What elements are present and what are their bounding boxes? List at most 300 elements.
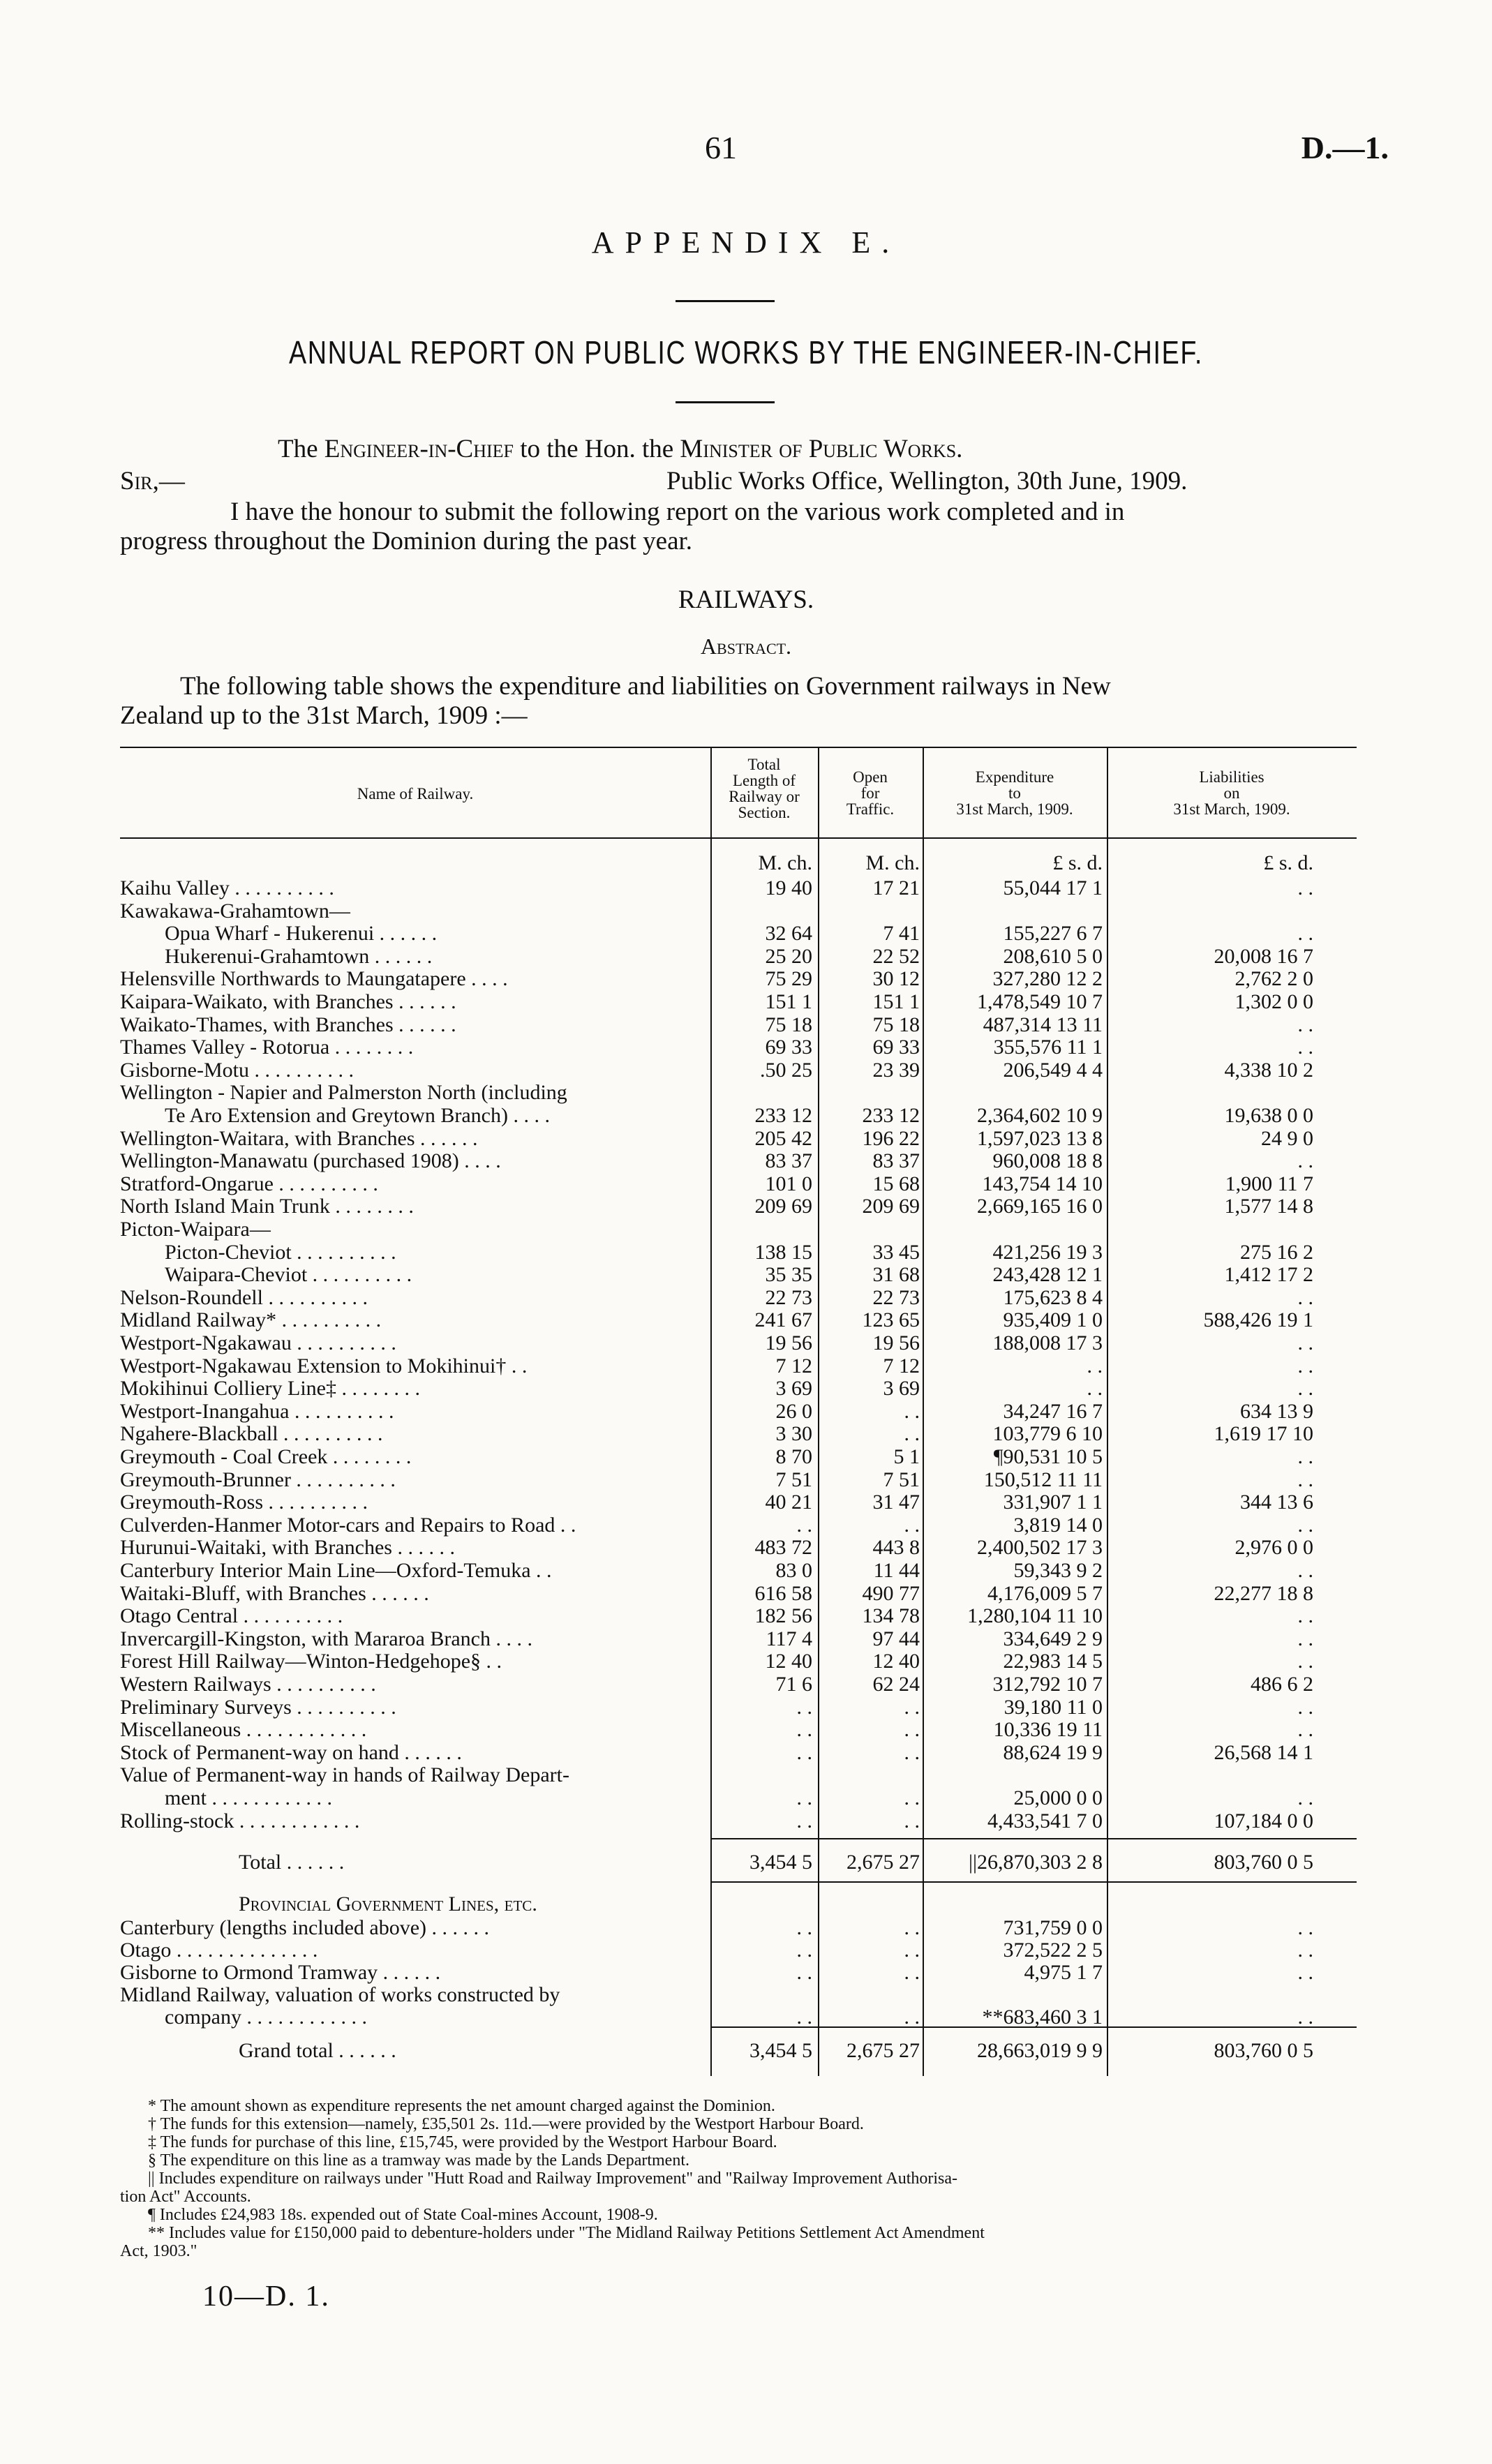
units-row: [120, 851, 1357, 874]
cell-len: 8 70: [775, 1445, 812, 1468]
cell-open: 75 18: [872, 1013, 920, 1036]
cell-liab: 1,577 14 8: [1224, 1195, 1313, 1218]
cell-len: 182 56: [754, 1604, 812, 1628]
table-row: [120, 1331, 1357, 1354]
footnote: || Includes expenditure on railways under "Hutt Road and Railway Improvement" and "Railway Improvement Authorisa-: [148, 2170, 958, 2188]
table-row: [120, 990, 1357, 1013]
table-top-rule: [120, 747, 1357, 748]
cell-exp: 155,227 6 7: [1003, 922, 1103, 946]
cell-name: Westport-Ngakawau . . . . . . . . . .: [120, 1331, 396, 1354]
table-row: [120, 1983, 1357, 2006]
cell-name: Wellington-Manawatu (purchased 1908) . . . .: [120, 1149, 501, 1173]
cell-len: 26 0: [775, 1399, 812, 1423]
cell-name: Rolling-stock . . . . . . . . . . . .: [120, 1809, 360, 1832]
total-row: [120, 1851, 1357, 1874]
cell-name: Culverden-Hanmer Motor-cars and Repairs to Road . .: [120, 1513, 576, 1537]
cell-len: . .: [796, 1740, 812, 1764]
office-dateline: Public Works Office, Wellington, 30th June, 1909.: [666, 467, 1188, 495]
cell-name: Midland Railway, valuation of works constructed by: [120, 1983, 560, 2006]
cell-exp: 334,649 2 9: [1003, 1627, 1103, 1650]
cell-exp: 188,008 17 3: [992, 1331, 1103, 1354]
cell-name: Hukerenui-Grahamtown . . . . . .: [165, 944, 433, 968]
cell-liab: 344 13 6: [1240, 1491, 1313, 1514]
grand-total-liabilities: 803,760 0 5: [1214, 2039, 1313, 2062]
title-rule-bottom: [676, 401, 775, 403]
cell-name: Westport-Ngakawau Extension to Mokihinui† . .: [120, 1354, 528, 1377]
header-open-1: Open: [853, 768, 888, 786]
cell-len: 25 20: [765, 944, 812, 968]
cell-liab: . .: [1297, 1604, 1313, 1628]
table-row: [120, 876, 1357, 899]
cell-open: 123 65: [862, 1308, 920, 1332]
cell-name: company . . . . . . . . . . . .: [165, 2006, 367, 2029]
footnotes: [120, 2097, 1355, 2260]
table-row: [120, 1445, 1357, 1468]
table-row: [120, 1308, 1357, 1331]
cell-exp: 25,000 0 0: [1013, 1786, 1103, 1809]
table-row: [120, 1081, 1357, 1104]
address-minister: Minister of Public Works.: [680, 435, 963, 463]
cell-len: . .: [796, 1718, 812, 1742]
cell-open: 97 44: [872, 1627, 920, 1650]
table-row: [120, 1491, 1357, 1514]
cell-liab: . .: [1297, 1354, 1313, 1377]
table-header-rule: [120, 837, 1357, 839]
cell-open: 7 12: [883, 1354, 920, 1377]
cell-len: 7 12: [775, 1354, 812, 1377]
cell-liab: . .: [1297, 1695, 1313, 1719]
cell-open: . .: [904, 1399, 920, 1423]
main-title: ANNUAL REPORT ON PUBLIC WORKS BY THE ENGINEER-IN-CHIEF.: [288, 334, 1204, 371]
cell-open: 62 24: [872, 1673, 920, 1696]
cell-name: Value of Permanent-way in hands of Railway Depart-: [120, 1763, 569, 1787]
cell-name: Kawakawa-Grahamtown—: [120, 899, 350, 923]
table-row: [120, 1218, 1357, 1241]
cell-len: . .: [796, 1695, 812, 1719]
cell-exp: 4,433,541 7 0: [987, 1809, 1103, 1832]
cell-liab: . .: [1297, 1939, 1313, 1962]
table-row: [120, 1961, 1357, 1984]
header-open: [818, 769, 923, 817]
total-label: Total . . . . . .: [239, 1851, 345, 1874]
cell-liab: . .: [1297, 1627, 1313, 1650]
cell-exp: 1,597,023 13 8: [977, 1126, 1103, 1150]
cell-name: Waipara-Cheviot . . . . . . . . . .: [165, 1263, 412, 1287]
header-liabilities-2: on: [1223, 784, 1240, 802]
cell-len: . .: [796, 1961, 812, 1984]
table-row: [120, 1673, 1357, 1696]
cell-name: North Island Main Trunk . . . . . . . .: [120, 1195, 414, 1218]
table-row: [120, 1916, 1357, 1939]
footnote: ‡ The funds for purchase of this line, £15,745, were provided by the Westport Harbour Board.: [148, 2133, 777, 2151]
cell-open: 7 41: [883, 922, 920, 946]
total-length: 3,454 5: [749, 1851, 812, 1874]
total-expenditure: ||26,870,303 2 8: [968, 1851, 1103, 1874]
table-row: [120, 1559, 1357, 1582]
cell-liab: . .: [1297, 876, 1313, 899]
cell-len: . .: [796, 1916, 812, 1939]
header-liabilities: [1107, 769, 1357, 817]
provincial-heading-row: [120, 1892, 1357, 1916]
cell-len: .50 25: [760, 1058, 812, 1082]
cell-name: Forest Hill Railway—Winton-Hedgehope§ . .: [120, 1650, 502, 1673]
cell-liab: . .: [1297, 1786, 1313, 1809]
cell-open: 209 69: [862, 1195, 920, 1218]
table-row: [120, 1536, 1357, 1559]
cell-open: . .: [904, 1422, 920, 1446]
cell-len: 75 18: [765, 1013, 812, 1036]
cell-liab: . .: [1297, 1916, 1313, 1939]
cell-name: Waitaki-Bluff, with Branches . . . . . .: [120, 1581, 429, 1605]
cell-name: Picton-Waipara—: [120, 1218, 271, 1241]
cell-name: Kaipara-Waikato, with Branches . . . . . .: [120, 990, 456, 1013]
cell-open: 490 77: [862, 1581, 920, 1605]
signature-mark: 10—D. 1.: [202, 2280, 330, 2313]
address-line: [278, 434, 962, 465]
table-row: [120, 1263, 1357, 1286]
cell-len: 83 37: [765, 1149, 812, 1173]
document-reference: D.—1.: [1301, 130, 1389, 165]
cell-liab: 486 6 2: [1251, 1673, 1313, 1696]
cell-len: 32 64: [765, 922, 812, 946]
cell-liab: . .: [1297, 1331, 1313, 1354]
cell-name: Otago . . . . . . . . . . . . . .: [120, 1939, 318, 1962]
cell-liab: 1,412 17 2: [1224, 1263, 1313, 1287]
table-row: [120, 1400, 1357, 1423]
cell-liab: 1,302 0 0: [1234, 990, 1313, 1013]
table-row: [120, 1195, 1357, 1218]
cell-name: Miscellaneous . . . . . . . . . . . .: [120, 1718, 367, 1742]
table-row: [120, 1627, 1357, 1650]
cell-liab: . .: [1297, 1650, 1313, 1673]
header-open-2: for: [860, 784, 880, 802]
cell-exp: 935,409 1 0: [1003, 1308, 1103, 1332]
cell-len: 40 21: [765, 1491, 812, 1514]
cell-liab: . .: [1297, 1445, 1313, 1468]
cell-name: Te Aro Extension and Greytown Branch) . . . .: [165, 1104, 550, 1127]
intro-line-2: progress throughout the Dominion during the past year.: [120, 527, 693, 555]
cell-liab: 634 13 9: [1240, 1399, 1313, 1423]
cell-exp: 208,610 5 0: [1003, 944, 1103, 968]
footnote: * The amount shown as expenditure represents the net amount charged against the Dominion.: [148, 2097, 775, 2115]
table-row: [120, 1939, 1357, 1962]
cell-name: Stock of Permanent-way on hand . . . . . .: [120, 1740, 462, 1764]
cell-liab: . .: [1297, 1377, 1313, 1401]
cell-liab: 2,762 2 0: [1234, 967, 1313, 991]
header-length-3: Railway or: [729, 788, 800, 805]
cell-name: Western Railways . . . . . . . . . .: [120, 1673, 376, 1696]
header-expenditure-3: 31st March, 1909.: [956, 800, 1073, 818]
cell-exp: 175,623 8 4: [1003, 1285, 1103, 1309]
cell-open: 30 12: [872, 967, 920, 991]
cell-open: . .: [904, 1961, 920, 1984]
total-liabilities: 803,760 0 5: [1214, 1851, 1313, 1874]
cell-exp: 372,522 2 5: [1003, 1939, 1103, 1962]
table-row: [120, 1149, 1357, 1172]
table-row: [120, 1468, 1357, 1491]
cell-len: 19 40: [765, 876, 812, 899]
table-row: [120, 1741, 1357, 1764]
cell-exp: 150,512 11 11: [983, 1468, 1103, 1491]
cell-exp: **683,460 3 1: [982, 2006, 1103, 2029]
table-row: [120, 2006, 1357, 2029]
cell-exp: 4,176,009 5 7: [987, 1581, 1103, 1605]
cell-open: . .: [904, 1916, 920, 1939]
cell-len: 117 4: [766, 1627, 812, 1650]
grand-total-expenditure: 28,663,019 9 9: [977, 2039, 1103, 2062]
header-length: [710, 756, 818, 821]
total-rule: [710, 1838, 1357, 1839]
cell-open: 17 21: [872, 876, 920, 899]
cell-exp: 88,624 19 9: [1003, 1740, 1103, 1764]
cell-len: 101 0: [765, 1172, 812, 1195]
footnote: ** Includes value for £150,000 paid to debenture-holders under "The Midland Railway Petitions Settlement Act Amendment: [148, 2224, 985, 2242]
cell-exp: 331,907 1 1: [1003, 1491, 1103, 1514]
cell-name: ment . . . . . . . . . . . .: [165, 1786, 332, 1809]
cell-liab: . .: [1297, 1961, 1313, 1984]
table-row: [120, 922, 1357, 945]
cell-exp: 4,975 1 7: [1024, 1961, 1103, 1984]
cell-name: Canterbury Interior Main Line—Oxford-Temuka . .: [120, 1559, 552, 1582]
table-row: [120, 1786, 1357, 1809]
cell-open: 31 68: [872, 1263, 920, 1287]
cell-len: 69 33: [765, 1036, 812, 1059]
cell-open: . .: [904, 1718, 920, 1742]
table-row: [120, 1650, 1357, 1673]
table-row: [120, 1582, 1357, 1605]
cell-name: Thames Valley - Rotorua . . . . . . . .: [120, 1036, 414, 1059]
cell-name: Midland Railway* . . . . . . . . . .: [120, 1308, 382, 1332]
cell-name: Stratford-Ongarue . . . . . . . . . .: [120, 1172, 378, 1195]
cell-open: 15 68: [872, 1172, 920, 1195]
title-rule-top: [676, 300, 775, 302]
cell-name: Westport-Inangahua . . . . . . . . . .: [120, 1399, 394, 1423]
railway-table: [120, 741, 1357, 2077]
cell-len: . .: [796, 1809, 812, 1832]
cell-len: 3 69: [775, 1377, 812, 1401]
appendix-title: APPENDIX E.: [591, 225, 901, 260]
cell-liab: . .: [1297, 1285, 1313, 1309]
cell-len: 22 73: [765, 1285, 812, 1309]
total-rule-bottom: [710, 1881, 1357, 1883]
cell-open: 7 51: [883, 1468, 920, 1491]
cell-open: 22 52: [872, 944, 920, 968]
cell-name: Greymouth - Coal Creek . . . . . . . .: [120, 1445, 412, 1468]
cell-len: 138 15: [754, 1240, 812, 1264]
cell-len: 83 0: [775, 1559, 812, 1582]
cell-exp: 34,247 16 7: [1003, 1399, 1103, 1423]
cell-name: Kaihu Valley . . . . . . . . . .: [120, 876, 334, 899]
table-row: [120, 1718, 1357, 1741]
grand-total-length: 3,454 5: [749, 2039, 812, 2062]
address-word-the: The: [278, 435, 318, 463]
cell-name: Canterbury (lengths included above) . . . . . .: [120, 1916, 490, 1939]
cell-exp: 1,478,549 10 7: [977, 990, 1103, 1013]
table-intro-line-1: The following table shows the expenditure and liabilities on Government railways in New: [180, 672, 1111, 701]
header-length-1: Total: [747, 756, 781, 773]
cell-len: 241 67: [754, 1308, 812, 1332]
grand-total-open: 2,675 27: [846, 2039, 920, 2062]
cell-name: Picton-Cheviot . . . . . . . . . .: [165, 1240, 396, 1264]
header-length-2: Length of: [732, 772, 796, 789]
cell-len: 7 51: [775, 1468, 812, 1491]
cell-open: 23 39: [872, 1058, 920, 1082]
cell-exp: 206,549 4 4: [1003, 1058, 1103, 1082]
cell-len: 3 30: [775, 1422, 812, 1446]
cell-liab: 1,900 11 7: [1225, 1172, 1313, 1195]
footnote: Act, 1903.": [120, 2242, 197, 2260]
cell-exp: 103,779 6 10: [992, 1422, 1103, 1446]
cell-open: 69 33: [872, 1036, 920, 1059]
cell-liab: . .: [1297, 1468, 1313, 1491]
cell-name: Gisborne-Motu . . . . . . . . . .: [120, 1058, 354, 1082]
total-open: 2,675 27: [846, 1851, 920, 1874]
cell-open: . .: [904, 1939, 920, 1962]
cell-name: Helensville Northwards to Maungatapere . . . .: [120, 967, 508, 991]
units-length: M. ch.: [758, 851, 812, 874]
cell-exp: 487,314 13 11: [983, 1013, 1103, 1036]
cell-exp: . .: [1087, 1377, 1103, 1401]
cell-exp: 1,280,104 11 10: [967, 1604, 1103, 1628]
cell-open: 22 73: [872, 1285, 920, 1309]
cell-open: 5 1: [893, 1445, 920, 1468]
table-row: [120, 1013, 1357, 1036]
cell-open: 3 69: [883, 1377, 920, 1401]
table-row: [120, 1354, 1357, 1377]
cell-liab: . .: [1297, 1149, 1313, 1173]
table-row: [120, 1809, 1357, 1832]
units-open: M. ch.: [865, 851, 920, 874]
cell-exp: 2,364,602 10 9: [977, 1104, 1103, 1127]
cell-name: Preliminary Surveys . . . . . . . . . .: [120, 1695, 396, 1719]
grand-total-rule: [710, 2026, 1357, 2028]
cell-len: 75 29: [765, 967, 812, 991]
cell-len: 483 72: [754, 1536, 812, 1560]
table-row: [120, 1422, 1357, 1445]
cell-liab: 2,976 0 0: [1234, 1536, 1313, 1560]
cell-liab: 1,619 17 10: [1214, 1422, 1313, 1446]
cell-name: Hurunui-Waitaki, with Branches . . . . . .: [120, 1536, 455, 1560]
cell-len: . .: [796, 1786, 812, 1809]
header-length-4: Section.: [738, 804, 791, 821]
table-row: [120, 899, 1357, 923]
cell-exp: 2,669,165 16 0: [977, 1195, 1103, 1218]
cell-open: . .: [904, 1513, 920, 1537]
cell-name: Nelson-Roundell . . . . . . . . . .: [120, 1285, 368, 1309]
address-engineer: Engineer-in-Chief: [324, 435, 514, 463]
cell-exp: 731,759 0 0: [1003, 1916, 1103, 1939]
table-row: [120, 1059, 1357, 1082]
table-row: [120, 1241, 1357, 1264]
header-name: Name of Railway.: [357, 785, 474, 802]
header-expenditure: [923, 769, 1107, 817]
grand-total-row: [120, 2039, 1357, 2062]
cell-open: 19 56: [872, 1331, 920, 1354]
table-row: [120, 945, 1357, 968]
table-row: [120, 1104, 1357, 1127]
table-row: [120, 1036, 1357, 1059]
cell-exp: 421,256 19 3: [992, 1240, 1103, 1264]
cell-len: . .: [796, 1939, 812, 1962]
cell-liab: . .: [1297, 1559, 1313, 1582]
cell-liab: 588,426 19 1: [1203, 1308, 1313, 1332]
cell-liab: 275 16 2: [1240, 1240, 1313, 1264]
cell-liab: 4,338 10 2: [1224, 1058, 1313, 1082]
footnote: tion Act" Accounts.: [120, 2188, 251, 2206]
table-row: [120, 1172, 1357, 1195]
cell-name: Greymouth-Brunner . . . . . . . . . .: [120, 1468, 396, 1491]
cell-name: Greymouth-Ross . . . . . . . . . .: [120, 1491, 368, 1514]
cell-open: . .: [904, 1695, 920, 1719]
page-number: 61: [705, 130, 737, 165]
cell-open: 443 8: [872, 1536, 920, 1560]
footnote: § The expenditure on this line as a tramway was made by the Lands Department.: [148, 2151, 689, 2170]
cell-len: 205 42: [754, 1126, 812, 1150]
cell-exp: 3,819 14 0: [1013, 1513, 1103, 1537]
grand-total-label: Grand total . . . . . .: [239, 2039, 396, 2062]
cell-open: . .: [904, 2006, 920, 2029]
cell-exp: 312,792 10 7: [992, 1673, 1103, 1696]
table-row: [120, 1514, 1357, 1537]
footnote: † The funds for this extension—namely, £35,501 2s. 11d.—were provided by the Westport Harbour Board.: [148, 2115, 864, 2133]
cell-name: Waikato-Thames, with Branches . . . . . .: [120, 1013, 456, 1036]
cell-liab: 26,568 14 1: [1214, 1740, 1313, 1764]
cell-open: 11 44: [873, 1559, 920, 1582]
cell-len: 35 35: [765, 1263, 812, 1287]
cell-exp: 59,343 9 2: [1013, 1559, 1103, 1582]
header-expenditure-2: to: [1008, 784, 1021, 802]
cell-open: 83 37: [872, 1149, 920, 1173]
cell-exp: 2,400,502 17 3: [977, 1536, 1103, 1560]
cell-exp: 55,044 17 1: [1003, 876, 1103, 899]
cell-liab: 24 9 0: [1261, 1126, 1313, 1150]
cell-name: Mokihinui Colliery Line‡ . . . . . . . .: [120, 1377, 420, 1401]
cell-open: . .: [904, 1786, 920, 1809]
cell-liab: . .: [1297, 2006, 1313, 2029]
table-row: [120, 1696, 1357, 1719]
cell-open: 196 22: [862, 1126, 920, 1150]
cell-len: 12 40: [765, 1650, 812, 1673]
address-to: to the Hon. the: [520, 435, 674, 463]
cell-open: 31 47: [872, 1491, 920, 1514]
units-expenditure: £ s. d.: [1052, 851, 1103, 874]
table-intro-line-2: Zealand up to the 31st March, 1909 :—: [120, 701, 528, 730]
cell-open: 12 40: [872, 1650, 920, 1673]
header-open-3: Traffic.: [846, 800, 895, 818]
cell-liab: . .: [1297, 1718, 1313, 1742]
provincial-heading: Provincial Government Lines, etc.: [239, 1892, 537, 1916]
cell-exp: 243,428 12 1: [992, 1263, 1103, 1287]
subsection-title: Abstract.: [700, 634, 792, 659]
cell-len: . .: [796, 1513, 812, 1537]
header-liabilities-3: 31st March, 1909.: [1173, 800, 1290, 818]
cell-len: 19 56: [765, 1331, 812, 1354]
cell-len: 209 69: [754, 1195, 812, 1218]
cell-name: Gisborne to Ormond Tramway . . . . . .: [120, 1961, 441, 1984]
table-row: [120, 1127, 1357, 1150]
header-liabilities-1: Liabilities: [1199, 768, 1265, 786]
cell-liab: 19,638 0 0: [1224, 1104, 1313, 1127]
cell-exp: 143,754 14 10: [982, 1172, 1103, 1195]
units-liabilities: £ s. d.: [1263, 851, 1313, 874]
footnote: ¶ Includes £24,983 18s. expended out of State Coal-mines Account, 1908-9.: [148, 2206, 658, 2224]
section-title: RAILWAYS.: [678, 585, 814, 614]
cell-name: Wellington - Napier and Palmerston North (including: [120, 1081, 567, 1105]
cell-exp: 960,008 18 8: [992, 1149, 1103, 1173]
cell-liab: . .: [1297, 1513, 1313, 1537]
table-row: [120, 1604, 1357, 1627]
salutation: Sir,—: [120, 467, 185, 495]
